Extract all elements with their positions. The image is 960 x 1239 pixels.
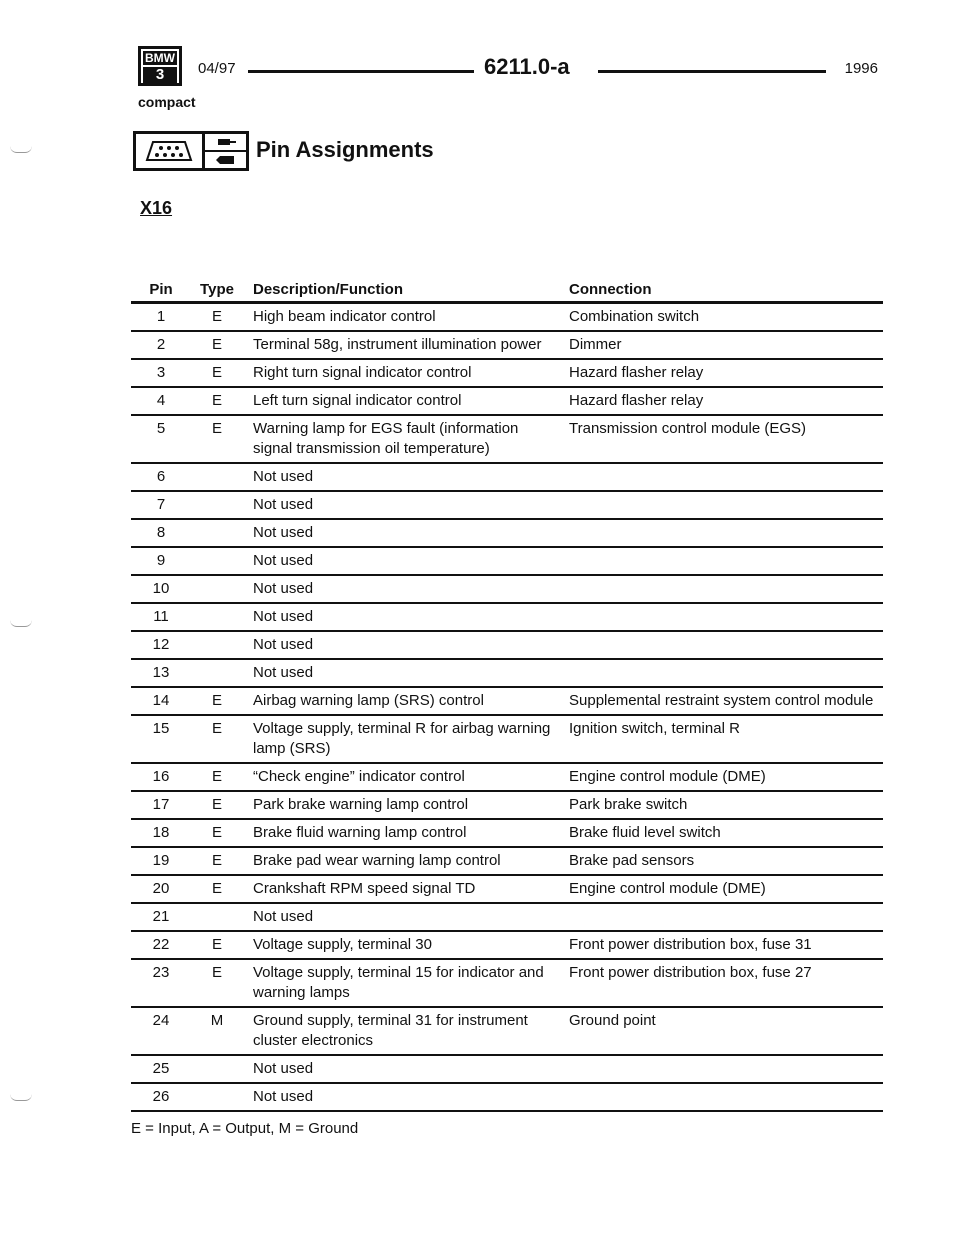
table-row <box>131 876 883 904</box>
connection-cell: Front power distribution box, fuse 27 <box>569 964 812 981</box>
connection-cell <box>561 523 883 543</box>
type-cell: E <box>211 308 222 325</box>
connection-cell: Dimmer <box>569 336 622 353</box>
type-cell: E <box>211 336 222 353</box>
table-row <box>131 848 883 876</box>
type-cell <box>191 579 243 599</box>
pin-cell: 21 <box>152 908 170 925</box>
description-cell: “Check engine” indicator control <box>253 768 465 785</box>
type-cell: E <box>211 392 222 409</box>
table-row <box>131 904 883 932</box>
connector-icon <box>136 134 205 168</box>
pin-cell: 3 <box>156 364 166 381</box>
model-name: compact <box>138 94 196 110</box>
pin-cell: 2 <box>156 336 166 353</box>
description-cell: Voltage supply, terminal 15 for indicator and warning lamps <box>253 964 544 1001</box>
description-cell: Not used <box>253 636 314 653</box>
header-type: Type <box>200 281 234 298</box>
type-cell <box>191 523 243 543</box>
pin-assignment-table <box>131 276 883 1112</box>
connection-cell <box>561 635 883 655</box>
connection-cell: Park brake switch <box>569 796 688 813</box>
type-cell: E <box>211 364 222 381</box>
pin-female-icon <box>205 152 246 168</box>
connection-cell <box>561 1059 883 1079</box>
pin-cell: 9 <box>156 552 166 569</box>
description-cell: Warning lamp for EGS fault (information signal transmission oil temperature) <box>253 420 519 457</box>
pin-cell: 5 <box>156 420 166 437</box>
pin-cell: 18 <box>152 824 170 841</box>
type-cell: E <box>211 796 222 813</box>
connection-cell <box>561 579 883 599</box>
legend-footnote: E = Input, A = Output, M = Ground <box>131 1120 359 1137</box>
connection-cell: Transmission control module (EGS) <box>569 420 807 437</box>
pin-cell: 19 <box>152 852 170 869</box>
connection-cell <box>561 607 883 627</box>
table-row <box>131 332 883 360</box>
connection-cell <box>561 495 883 515</box>
description-cell: Not used <box>253 608 314 625</box>
type-cell: E <box>211 692 222 709</box>
connection-cell: Supplemental restraint system control module <box>569 692 874 709</box>
description-cell: Not used <box>253 1088 314 1105</box>
table-row <box>131 604 883 632</box>
connection-cell: Brake pad sensors <box>569 852 695 869</box>
table-row <box>131 1056 883 1084</box>
description-cell: Voltage supply, terminal R for airbag warning lamp (SRS) <box>253 720 551 757</box>
table-row <box>131 632 883 660</box>
type-cell: E <box>211 936 222 953</box>
description-cell: Left turn signal indicator control <box>253 392 462 409</box>
pin-cell: 12 <box>152 636 170 653</box>
connection-cell: Hazard flasher relay <box>569 392 704 409</box>
pin-cell: 20 <box>152 880 170 897</box>
table-body <box>131 304 883 1112</box>
type-cell: E <box>211 824 222 841</box>
pin-cell: 8 <box>156 524 166 541</box>
table-row <box>131 464 883 492</box>
connection-cell <box>561 551 883 571</box>
table-row <box>131 688 883 716</box>
description-cell: Not used <box>253 524 314 541</box>
table-header-row <box>131 276 883 304</box>
table-row <box>131 932 883 960</box>
type-cell: E <box>211 768 222 785</box>
connection-cell: Hazard flasher relay <box>569 364 704 381</box>
description-cell: Ground supply, terminal 31 for instrument cluster electronics <box>253 1012 528 1049</box>
description-cell: Not used <box>253 468 314 485</box>
connection-cell <box>561 1087 883 1107</box>
description-cell: Not used <box>253 664 314 681</box>
pin-cell: 13 <box>152 664 170 681</box>
binding-mark <box>10 146 32 153</box>
pin-cell: 10 <box>152 580 170 597</box>
type-cell <box>191 1059 243 1079</box>
type-cell <box>191 551 243 571</box>
document-code: 6211.0-a <box>484 54 570 79</box>
binding-mark <box>10 620 32 627</box>
pin-cell: 16 <box>152 768 170 785</box>
connector-pins-icon <box>133 131 249 171</box>
connection-cell: Ignition switch, terminal R <box>569 720 740 737</box>
pin-cell: 24 <box>152 1012 170 1029</box>
pin-cell: 4 <box>156 392 166 409</box>
table-row <box>131 304 883 332</box>
connection-cell: Front power distribution box, fuse 31 <box>569 936 812 953</box>
connector-label: X16 <box>140 198 173 218</box>
type-cell <box>191 907 243 927</box>
type-cell: E <box>211 964 222 981</box>
table-row <box>131 388 883 416</box>
logo-bmw-text: BMW <box>145 51 175 65</box>
type-cell <box>191 495 243 515</box>
type-cell: E <box>211 720 222 737</box>
header-date: 04/97 <box>198 60 236 77</box>
table-row <box>131 1084 883 1112</box>
pin-cell: 22 <box>152 936 170 953</box>
table-row <box>131 360 883 388</box>
type-cell <box>191 635 243 655</box>
table-row <box>131 576 883 604</box>
connection-cell: Engine control module (DME) <box>569 768 766 785</box>
table-row <box>131 792 883 820</box>
table-row <box>131 1008 883 1056</box>
description-cell: Not used <box>253 908 314 925</box>
type-cell <box>191 467 243 487</box>
description-cell: Airbag warning lamp (SRS) control <box>253 692 484 709</box>
description-cell: Voltage supply, terminal 30 <box>253 936 432 953</box>
connection-cell: Combination switch <box>569 308 700 325</box>
page-title: Pin Assignments <box>256 137 434 162</box>
type-cell: E <box>211 852 222 869</box>
connection-cell <box>561 467 883 487</box>
connection-cell: Ground point <box>569 1012 656 1029</box>
description-cell: Park brake warning lamp control <box>253 796 469 813</box>
table-row <box>131 548 883 576</box>
description-cell: Not used <box>253 552 314 569</box>
description-cell: High beam indicator control <box>253 308 436 325</box>
connection-cell: Engine control module (DME) <box>569 880 766 897</box>
binding-mark <box>10 1094 32 1101</box>
type-cell <box>191 607 243 627</box>
description-cell: Brake pad wear warning lamp control <box>253 852 501 869</box>
type-cell: E <box>211 420 222 437</box>
description-cell: Not used <box>253 580 314 597</box>
page-header <box>138 46 878 86</box>
pin-cell: 26 <box>152 1088 170 1105</box>
table-row <box>131 960 883 1008</box>
type-cell: E <box>211 880 222 897</box>
description-cell: Not used <box>253 1060 314 1077</box>
description-cell: Crankshaft RPM speed signal TD <box>253 880 476 897</box>
header-year: 1996 <box>844 60 878 77</box>
pin-cell: 17 <box>152 796 170 813</box>
description-cell: Not used <box>253 496 314 513</box>
header-rule-left <box>248 70 474 73</box>
table-row <box>131 416 883 464</box>
logo-series-number: 3 <box>143 67 177 83</box>
header-description: Description/Function <box>253 281 403 298</box>
bmw-3-series-logo <box>138 46 182 86</box>
table-row <box>131 520 883 548</box>
table-row <box>131 660 883 688</box>
pin-cell: 1 <box>156 308 166 325</box>
type-cell: M <box>210 1012 224 1029</box>
pin-male-icon <box>205 134 246 152</box>
connection-cell: Brake fluid level switch <box>569 824 721 841</box>
connection-cell <box>561 663 883 683</box>
pin-cell: 6 <box>156 468 166 485</box>
pin-cell: 23 <box>152 964 170 981</box>
type-cell <box>191 1087 243 1107</box>
pin-cell: 7 <box>156 496 166 513</box>
table-row <box>131 764 883 792</box>
description-cell: Right turn signal indicator control <box>253 364 472 381</box>
description-cell: Brake fluid warning lamp control <box>253 824 467 841</box>
description-cell: Terminal 58g, instrument illumination power <box>253 336 542 353</box>
header-pin: Pin <box>149 281 173 298</box>
header-rule-right <box>598 70 826 73</box>
pin-cell: 15 <box>152 720 170 737</box>
table-row <box>131 820 883 848</box>
connection-cell <box>561 907 883 927</box>
type-cell <box>191 663 243 683</box>
pin-cell: 14 <box>152 692 170 709</box>
table-row <box>131 716 883 764</box>
pin-cell: 25 <box>152 1060 170 1077</box>
pin-cell: 11 <box>153 608 169 625</box>
header-connection: Connection <box>569 281 652 298</box>
table-row <box>131 492 883 520</box>
